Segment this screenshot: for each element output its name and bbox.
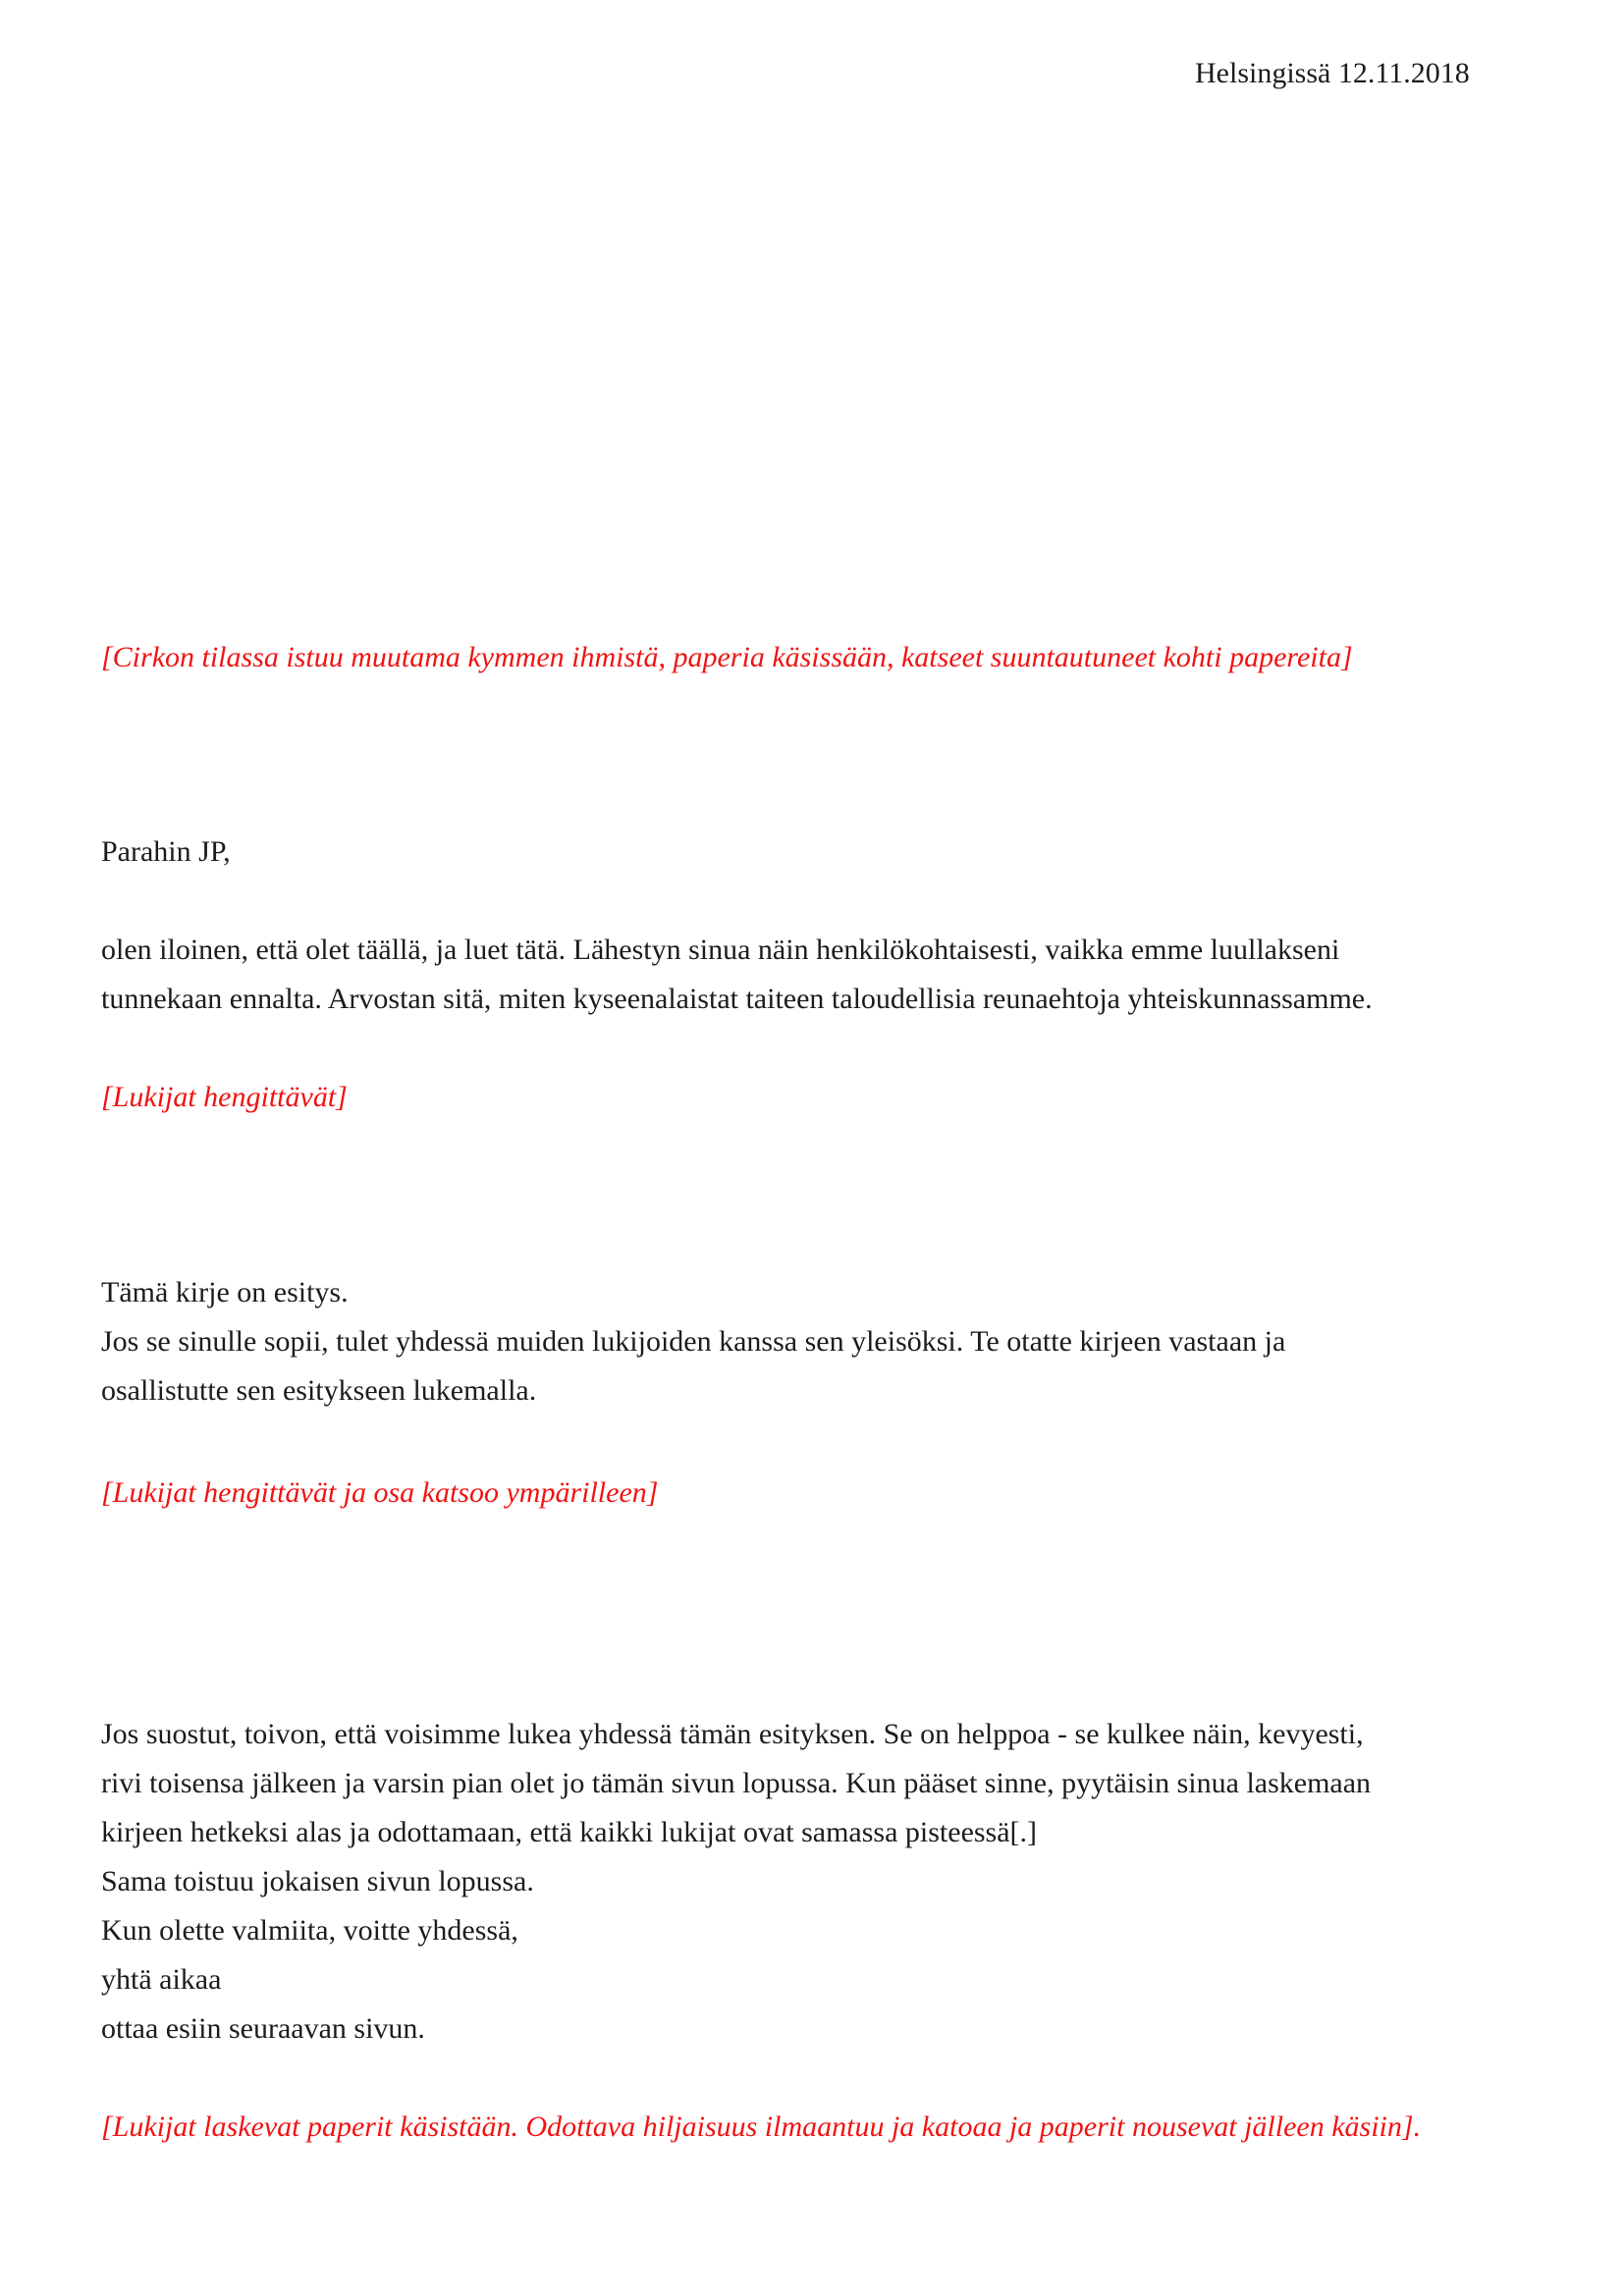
salutation: Parahin JP, <box>101 835 231 868</box>
stage-direction-4: [Lukijat laskevat paperit käsistään. Odottava hiljaisuus ilmaantuu ja katoaa ja paperit nousevat jälleen käsiin]. <box>101 2110 1422 2143</box>
paragraph-2-line-2: Jos se sinulle sopii, tulet yhdessä muiden lukijoiden kanssa sen yleisöksi. Te otatte kirjeen vastaan ja <box>101 1325 1286 1358</box>
stage-direction-1: [Cirkon tilassa istuu muutama kymmen ihmistä, paperia käsissään, katseet suuntautuneet kohti papereita] <box>101 641 1353 673</box>
paragraph-3-line-5: Kun olette valmiita, voitte yhdessä, <box>101 1914 518 1947</box>
stage-direction-3: [Lukijat hengittävät ja osa katsoo ympärilleen] <box>101 1476 659 1509</box>
paragraph-3-line-7: ottaa esiin seuraavan sivun. <box>101 2012 425 2045</box>
paragraph-3-line-1: Jos suostut, toivon, että voisimme lukea yhdessä tämän esityksen. Se on helppoa - se kulkee näin, kevyesti, <box>101 1718 1364 1750</box>
paragraph-3-line-4: Sama toistuu jokaisen sivun lopussa. <box>101 1865 534 1897</box>
paragraph-3-line-2: rivi toisensa jälkeen ja varsin pian olet jo tämän sivun lopussa. Kun pääset sinne, pyytäisin sinua laskemaan <box>101 1767 1372 1799</box>
paragraph-1 <box>101 926 1516 1024</box>
paragraph-1-line-2: tunnekaan ennalta. Arvostan sitä, miten kyseenalaistat taiteen taloudellisia reunaehtoja yhteiskunnassamme. <box>101 983 1373 1015</box>
paragraph-2-line-3: osallistutte sen esitykseen lukemalla. <box>101 1374 537 1407</box>
paragraph-2-line-1: Tämä kirje on esitys. <box>101 1276 349 1308</box>
paragraph-3 <box>101 1710 1516 2054</box>
paragraph-3-line-6: yhtä aikaa <box>101 1963 222 1996</box>
stage-direction-2: [Lukijat hengittävät] <box>101 1081 348 1113</box>
paragraph-3-line-3: kirjeen hetkeksi alas ja odottamaan, että kaikki lukijat ovat samassa pisteessä[.] <box>101 1816 1038 1848</box>
paragraph-2 <box>101 1268 1516 1415</box>
dateline: Helsingissä 12.11.2018 <box>1195 57 1470 89</box>
paragraph-1-line-1: olen iloinen, että olet täällä, ja luet tätä. Lähestyn sinua näin henkilökohtaisesti, vaikka emme luullakseni <box>101 934 1340 966</box>
